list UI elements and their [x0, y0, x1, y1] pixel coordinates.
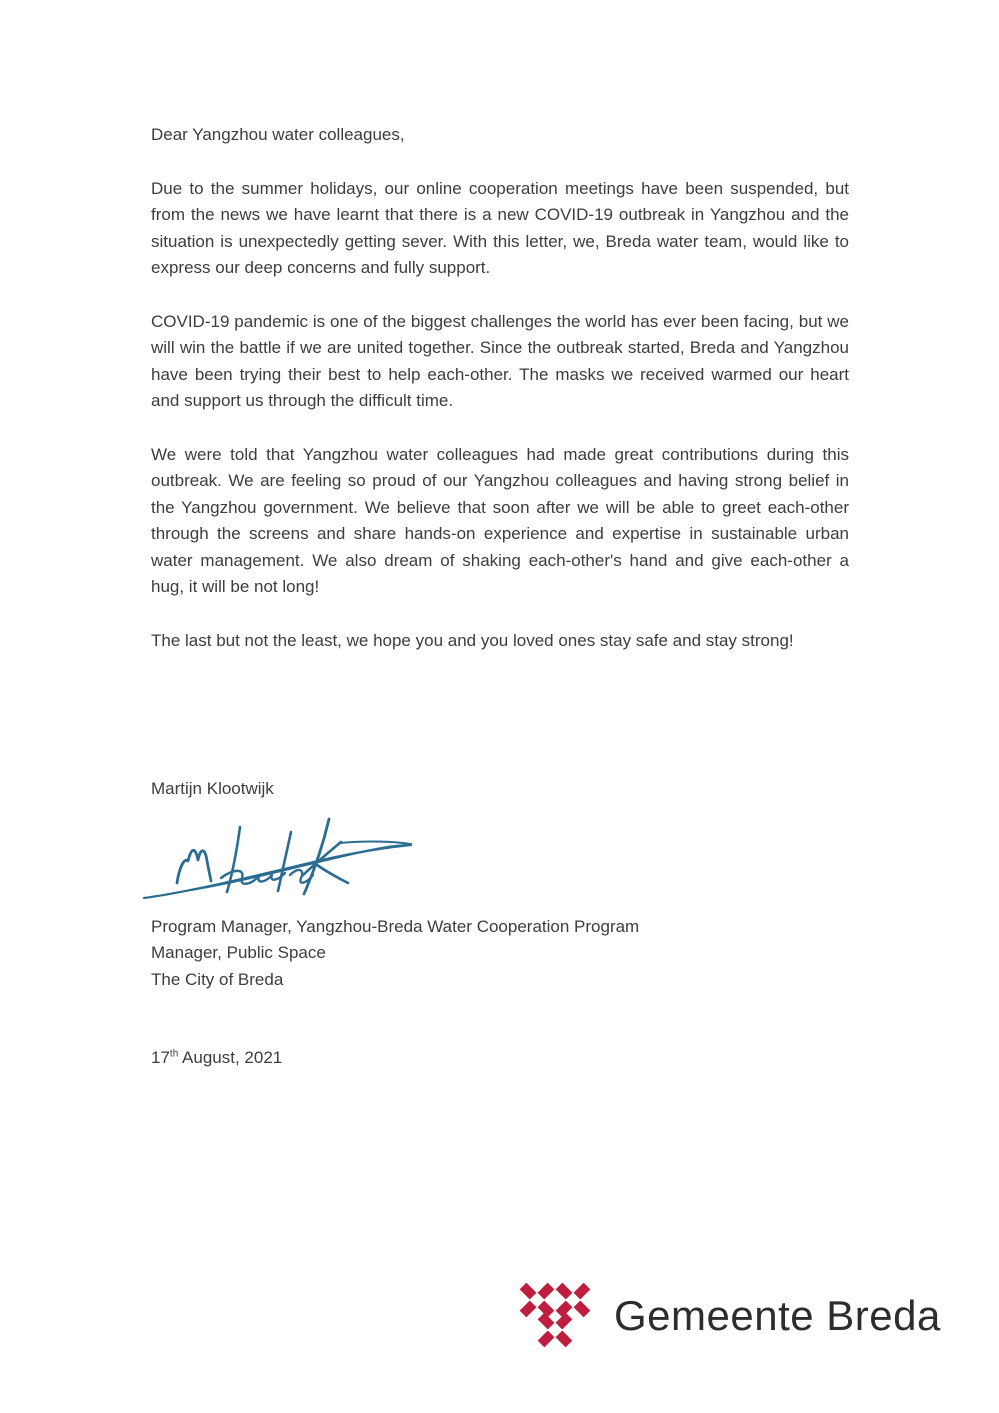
job-title-manager-public-space: Manager, Public Space	[151, 943, 326, 962]
date-ordinal: th	[169, 1048, 179, 1060]
date-rest: August, 2021	[178, 1048, 283, 1067]
date-line	[151, 1045, 849, 1072]
gemeente-breda-logo	[512, 1283, 941, 1349]
paragraph-pandemic: COVID-19 pandemic is one of the biggest challenges the world has ever been facing, but we will win the battle if we are united together. Since the outbreak started, Breda and Yangzhou have been trying their best to help each-other. The masks we received warmed our heart and support us through the difficult time.	[151, 311, 849, 410]
handwritten-signature-image	[141, 807, 421, 902]
paragraph-contributions: We were told that Yangzhou water colleagues had made great contributions during this outbreak. We are feeling so proud of our Yangzhou colleagues and having strong belief in the Yangzhou government. We believe that soon after we will be able to greet each-other through the screens and share hands-on experience and expertise in sustainable urban water management. We also dream of shaking each-other's hand and give each-other a hug, it will be not long!	[151, 444, 849, 596]
logo-wordmark: Gemeente Breda	[614, 1292, 941, 1339]
breda-heart-crosses-icon	[512, 1283, 598, 1349]
paragraph-intro: Due to the summer holidays, our online cooperation meetings have been suspended, but from the news we have learnt that there is a new COVID-19 outbreak in Yangzhou and the situation is unexpectedly getting sever. With this letter, we, Breda water team, would like to express our deep concerns and fully support.	[151, 178, 849, 277]
signature-titles	[151, 914, 849, 994]
paragraph-closing: The last but not the least, we hope you and you loved ones stay safe and stay strong!	[151, 630, 794, 650]
signature-name: Martijn Klootwijk	[151, 779, 274, 798]
job-title-program-manager: Program Manager, Yangzhou-Breda Water Cooperation Program	[151, 916, 640, 936]
job-title-city: The City of Breda	[151, 969, 284, 989]
letter-body	[151, 122, 849, 1072]
date-day: 17	[151, 1048, 170, 1067]
greeting-line: Dear Yangzhou water colleagues,	[151, 125, 405, 144]
